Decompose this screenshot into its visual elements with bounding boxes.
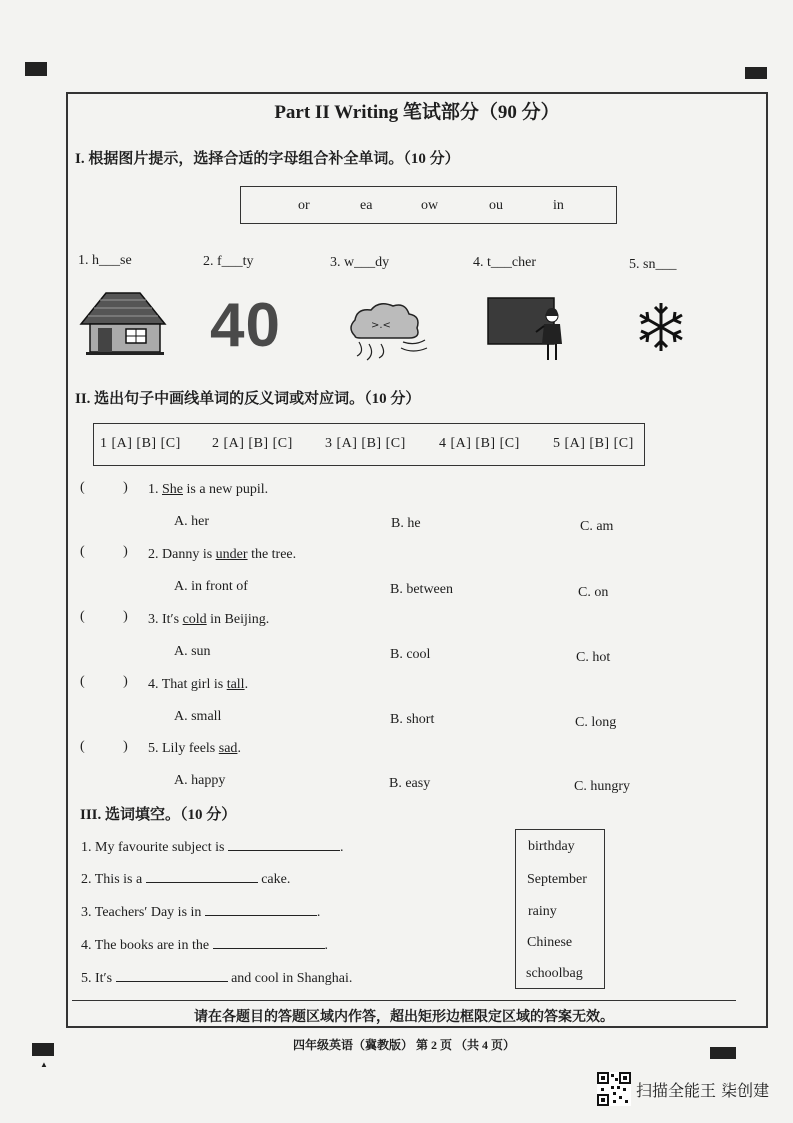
word-question-4: 4. t___cher	[473, 255, 536, 270]
section1-heading: I. 根据图片提示，选择合适的字母组合补全单词。（10 分）	[75, 151, 460, 167]
fill-blank[interactable]	[205, 903, 317, 916]
answer-bubble-3[interactable]: 3 [A] [B] [C]	[325, 436, 406, 451]
letter-option: ou	[489, 198, 503, 213]
footer-divider-bottom	[72, 1026, 736, 1027]
option-c: C. hot	[576, 650, 611, 665]
option-c: C. am	[580, 519, 614, 534]
page-title: Part II Writing 笔试部分（90 分）	[274, 102, 560, 123]
option-c: C. on	[578, 585, 609, 600]
word-question-3: 3. w___dy	[330, 255, 390, 270]
question-sentence-3: 3. It′s cold in Beijing.	[148, 612, 270, 627]
question-sentence-1: 1. She is a new pupil.	[148, 482, 269, 497]
small-triangle-mark: ▲	[40, 1060, 48, 1069]
answer-paren[interactable]: ( )	[80, 480, 128, 495]
section2-heading: II. 选出句子中画线单词的反义词或对应词。（10 分）	[75, 391, 421, 407]
option-b: B. short	[390, 712, 435, 727]
answer-paren[interactable]: ( )	[80, 739, 128, 754]
question-sentence-2: 2. Danny is under the tree.	[148, 547, 297, 562]
word-bank-item: rainy	[528, 904, 557, 919]
word-bank-item: birthday	[528, 839, 575, 854]
answer-bubble-5[interactable]: 5 [A] [B] [C]	[553, 436, 634, 451]
answer-paren[interactable]: ( )	[80, 674, 128, 689]
word-bank-item: schoolbag	[526, 966, 583, 981]
fill-question-4: 4. The books are in the .	[81, 938, 329, 953]
word-bank-item: Chinese	[527, 935, 573, 950]
fill-blank[interactable]	[146, 870, 258, 883]
letter-option: ow	[421, 198, 439, 213]
fill-blank[interactable]	[228, 838, 340, 851]
option-a: A. happy	[174, 773, 226, 788]
question-sentence-4: 4. That girl is tall.	[148, 677, 249, 692]
page-info: 四年级英语（冀教版） 第 2 页 （共 4 页）	[292, 1038, 515, 1052]
option-c: C. long	[575, 715, 617, 730]
option-b: B. cool	[390, 647, 431, 662]
fill-blank[interactable]	[213, 936, 325, 949]
word-question-1: 1. h___se	[78, 253, 132, 268]
letter-option: ea	[360, 198, 373, 213]
option-b: B. easy	[389, 776, 431, 791]
section3-heading: III. 选词填空。（10 分）	[80, 807, 237, 823]
snowflake-icon	[634, 300, 688, 354]
fill-question-5: 5. It′s and cool in Shanghai.	[81, 971, 353, 986]
question-sentence-5: 5. Lily feels sad.	[148, 741, 241, 756]
word-bank-item: September	[527, 872, 587, 887]
fill-question-1: 1. My favourite subject is .	[81, 840, 344, 855]
answer-paren[interactable]: ( )	[80, 544, 128, 559]
fill-question-2: 2. This is a cake.	[81, 872, 291, 887]
registration-mark-bottom-left	[32, 1043, 54, 1056]
answer-bubble-2[interactable]: 2 [A] [B] [C]	[212, 436, 293, 451]
footer-divider-top	[72, 1000, 736, 1001]
scanner-watermark-text: 扫描全能王 柒创建	[636, 1081, 770, 1100]
word-question-2: 2. f___ty	[203, 254, 254, 269]
fill-blank[interactable]	[116, 969, 228, 982]
option-a: A. sun	[174, 644, 211, 659]
registration-mark-top-left	[25, 62, 47, 76]
windy-cloud-icon	[345, 298, 430, 363]
option-c: C. hungry	[574, 779, 630, 794]
letter-option: in	[553, 198, 564, 213]
option-b: B. between	[390, 582, 453, 597]
option-a: A. her	[174, 514, 209, 529]
number-40-image: 40	[210, 291, 281, 360]
answer-bubble-1[interactable]: 1 [A] [B] [C]	[100, 436, 181, 451]
house-icon	[78, 290, 168, 356]
answer-paren[interactable]: ( )	[80, 609, 128, 624]
registration-mark-top-right	[745, 67, 767, 79]
option-b: B. he	[391, 516, 421, 531]
letter-option: or	[298, 198, 310, 213]
svg-text:>.<: >.<	[371, 320, 391, 331]
option-a: A. small	[174, 709, 222, 724]
footer-notice: 请在各题目的答题区域内作答，超出矩形边框限定区域的答案无效。	[194, 1010, 614, 1025]
teacher-blackboard-icon	[486, 296, 568, 362]
qr-code-icon	[597, 1072, 631, 1106]
word-question-5: 5. sn___	[629, 257, 677, 272]
answer-bubble-4[interactable]: 4 [A] [B] [C]	[439, 436, 520, 451]
option-a: A. in front of	[174, 579, 248, 594]
fill-question-3: 3. Teachers′ Day is in .	[81, 905, 321, 920]
